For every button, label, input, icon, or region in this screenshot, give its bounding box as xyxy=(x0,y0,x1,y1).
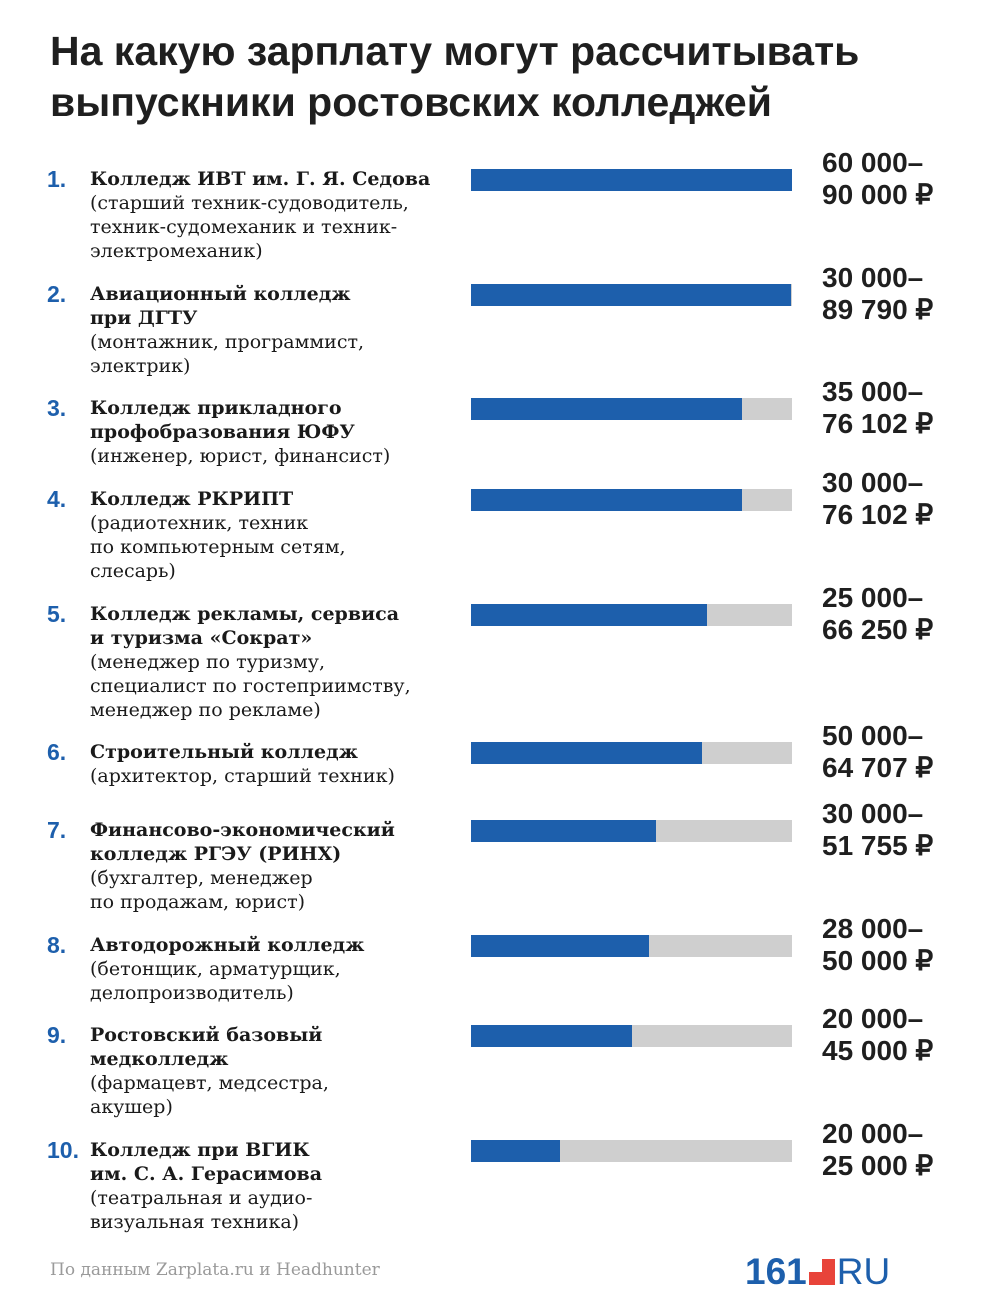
salary-min-label: 28 000– xyxy=(822,913,924,944)
profession-line: (театральная и аудио- xyxy=(90,1187,313,1209)
profession-line: слесарь) xyxy=(90,560,176,582)
profession-line: электрик) xyxy=(90,355,191,377)
profession-line: по продажам, юрист) xyxy=(90,891,306,913)
profession-line: делопроизводитель) xyxy=(90,982,294,1004)
college-name xyxy=(90,396,460,444)
college-name-line: при ДГТУ xyxy=(90,307,198,329)
college-name xyxy=(90,1023,460,1071)
rank-number: 4. xyxy=(47,486,67,512)
salary-bar xyxy=(471,398,742,420)
salary-max-label: 89 790 ₽ xyxy=(822,294,934,325)
profession-line: (старший техник-судоводитель, xyxy=(90,192,409,214)
salary-max-label: 45 000 ₽ xyxy=(822,1035,934,1066)
college-professions xyxy=(90,191,460,263)
profession-line: (архитектор, старший техник) xyxy=(90,765,395,787)
salary-range xyxy=(822,720,972,784)
profession-line: специалист по гостеприимству, xyxy=(90,675,411,697)
rank-number: 3. xyxy=(47,395,67,421)
college-name-line: и туризма «Сократ» xyxy=(90,627,313,649)
college-name-line: им. С. А. Герасимова xyxy=(90,1163,323,1185)
salary-range xyxy=(822,376,972,440)
salary-min-label: 30 000– xyxy=(822,262,924,293)
salary-range xyxy=(822,262,972,326)
salary-max-label: 50 000 ₽ xyxy=(822,945,934,976)
bar-track xyxy=(471,398,792,420)
college-name-line: медколледж xyxy=(90,1048,229,1070)
profession-line: техник-судомеханик и техник- xyxy=(90,216,398,238)
bar-track xyxy=(471,604,792,626)
college-name xyxy=(90,282,460,330)
salary-bar xyxy=(471,935,649,957)
profession-line: (бухгалтер, менеджер xyxy=(90,867,313,889)
salary-max-label: 64 707 ₽ xyxy=(822,752,934,783)
college-name-line: Ростовский базовый xyxy=(90,1024,323,1046)
title-line: выпускники ростовских колледжей xyxy=(50,79,772,125)
profession-line: менеджер по рекламе) xyxy=(90,699,321,721)
profession-line: электромеханик) xyxy=(90,240,263,262)
salary-min-label: 20 000– xyxy=(822,1118,924,1149)
salary-min-label: 35 000– xyxy=(822,376,924,407)
salary-range xyxy=(822,1003,972,1067)
bar-track xyxy=(471,742,792,764)
college-professions xyxy=(90,1186,460,1234)
rank-number: 6. xyxy=(47,739,67,765)
bar-track xyxy=(471,820,792,842)
rank-number: 1. xyxy=(47,166,67,192)
college-name xyxy=(90,602,460,650)
college-name-line: Финансово-экономический xyxy=(90,819,395,841)
profession-line: (радиотехник, техник xyxy=(90,512,309,534)
salary-bar xyxy=(471,169,792,191)
chart-title xyxy=(50,26,950,128)
college-name xyxy=(90,1138,460,1186)
salary-bar xyxy=(471,284,791,306)
bar-track xyxy=(471,1025,792,1047)
bar-track xyxy=(471,284,792,306)
college-name-line: Колледж РКРИПТ xyxy=(90,488,294,510)
college-professions xyxy=(90,957,460,1005)
salary-range xyxy=(822,147,972,211)
salary-max-label: 90 000 ₽ xyxy=(822,179,934,210)
logo-number: 161 xyxy=(745,1251,807,1292)
college-name xyxy=(90,933,460,957)
rank-number: 9. xyxy=(47,1022,67,1048)
bar-track xyxy=(471,935,792,957)
salary-bar xyxy=(471,489,742,511)
profession-line: (менеджер по туризму, xyxy=(90,651,325,673)
college-name xyxy=(90,167,460,191)
rank-number: 8. xyxy=(47,932,67,958)
college-professions xyxy=(90,866,460,914)
profession-line: (монтажник, программист, xyxy=(90,331,365,353)
salary-max-label: 76 102 ₽ xyxy=(822,408,934,439)
rank-number: 2. xyxy=(47,281,67,307)
salary-range xyxy=(822,913,972,977)
profession-line: (инженер, юрист, финансист) xyxy=(90,445,391,467)
college-name-line: колледж РГЭУ (РИНХ) xyxy=(90,843,342,865)
salary-bar xyxy=(471,1140,560,1162)
college-name xyxy=(90,818,460,866)
salary-max-label: 66 250 ₽ xyxy=(822,614,934,645)
salary-bar xyxy=(471,820,656,842)
salary-bar xyxy=(471,604,707,626)
college-professions xyxy=(90,1071,460,1119)
brand-logo[interactable] xyxy=(745,1251,891,1292)
profession-line: по компьютерным сетям, xyxy=(90,536,346,558)
college-name-line: профобразования ЮФУ xyxy=(90,421,355,443)
logo-square-icon xyxy=(809,1259,835,1285)
college-name-line: Колледж прикладного xyxy=(90,397,342,419)
profession-line: (бетонщик, арматурщик, xyxy=(90,958,341,980)
profession-line: визуальная техника) xyxy=(90,1211,300,1233)
profession-line: акушер) xyxy=(90,1096,173,1118)
college-name-line: Колледж рекламы, сервиса xyxy=(90,603,400,625)
college-professions xyxy=(90,650,460,722)
college-professions xyxy=(90,764,460,788)
salary-max-label: 25 000 ₽ xyxy=(822,1150,934,1181)
college-name xyxy=(90,740,460,764)
salary-range xyxy=(822,467,972,531)
college-professions xyxy=(90,511,460,583)
salary-bar xyxy=(471,742,702,764)
college-name-line: Авиационный колледж xyxy=(90,283,351,305)
college-name xyxy=(90,487,460,511)
salary-max-label: 51 755 ₽ xyxy=(822,830,934,861)
salary-range xyxy=(822,798,972,862)
salary-min-label: 50 000– xyxy=(822,720,924,751)
college-professions xyxy=(90,444,460,468)
rank-number: 10. xyxy=(47,1137,79,1163)
salary-bar xyxy=(471,1025,632,1047)
salary-min-label: 30 000– xyxy=(822,798,924,829)
bar-track xyxy=(471,1140,792,1162)
college-professions xyxy=(90,330,460,378)
college-name-line: Колледж ИВТ им. Г. Я. Седова xyxy=(90,168,431,190)
college-name-line: Строительный колледж xyxy=(90,741,358,763)
profession-line: (фармацевт, медсестра, xyxy=(90,1072,329,1094)
college-name-line: Колледж при ВГИК xyxy=(90,1139,310,1161)
rank-number: 5. xyxy=(47,601,67,627)
bar-track xyxy=(471,489,792,511)
salary-min-label: 25 000– xyxy=(822,582,924,613)
salary-min-label: 20 000– xyxy=(822,1003,924,1034)
college-name-line: Автодорожный колледж xyxy=(90,934,365,956)
rank-number: 7. xyxy=(47,817,67,843)
salary-range xyxy=(822,1118,972,1182)
logo-suffix: RU xyxy=(836,1251,891,1292)
salary-range xyxy=(822,582,972,646)
salary-max-label: 76 102 ₽ xyxy=(822,499,934,530)
salary-min-label: 30 000– xyxy=(822,467,924,498)
salary-min-label: 60 000– xyxy=(822,147,924,178)
title-line: На какую зарплату могут рассчитывать xyxy=(50,28,860,74)
source-note: По данным Zarplata.ru и Headhunter xyxy=(50,1260,380,1280)
bar-track xyxy=(471,169,792,191)
